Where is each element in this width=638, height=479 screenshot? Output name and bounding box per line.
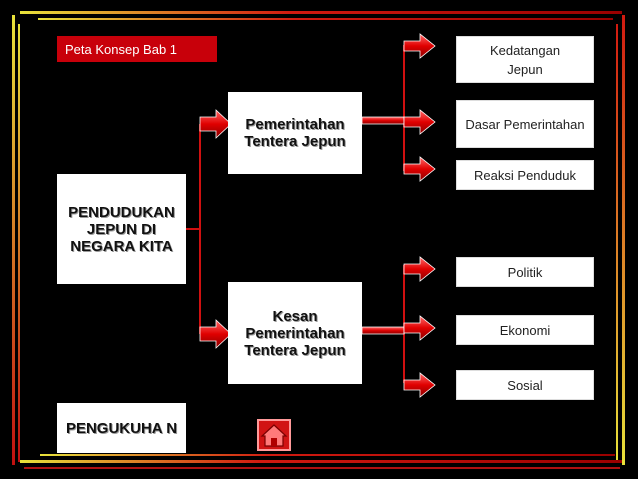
item-sosial	[456, 370, 594, 400]
home-icon	[259, 421, 289, 449]
arrow-to-item-reaksi	[404, 157, 435, 181]
branch-label-2: Kesan Pemerintahan Tentera Jepun	[244, 307, 346, 359]
item-ekonomi	[456, 315, 594, 345]
branch-box-2	[228, 282, 362, 384]
item-label: Ekonomi	[499, 322, 551, 338]
arrow-to-item-kedatangan	[404, 34, 435, 58]
item-reaksi-penduduk	[456, 160, 594, 190]
main-topic-label: PENDUDUKAN JEPUN DI NEGARA KITA	[68, 203, 175, 255]
arrow-branch-1-to-item-1	[362, 117, 404, 124]
item-label: Reaksi Penduduk	[474, 167, 576, 183]
arrow-to-item-dasar	[404, 110, 435, 134]
arrow-to-item-sosial	[404, 373, 435, 397]
home-button[interactable]	[257, 419, 291, 451]
item-kedatangan-jepun	[456, 36, 594, 83]
item-label: Dasar Pemerintahan	[465, 116, 585, 132]
slide-title: Peta Konsep Bab 1	[57, 36, 217, 62]
arrow-branch-2-to-items	[362, 327, 404, 334]
main-topic-box	[57, 174, 186, 284]
branch-box-1	[228, 92, 362, 174]
arrow-to-branch-2	[200, 320, 231, 348]
item-politik	[456, 257, 594, 287]
secondary-topic-label: PENGUKUHA N	[65, 419, 178, 437]
arrow-to-item-ekonomi	[404, 316, 435, 340]
item-label: Politik	[507, 264, 543, 280]
item-label: Kedatangan Jepun	[489, 42, 561, 77]
secondary-topic-box	[57, 403, 186, 453]
item-dasar-pemerintahan	[456, 100, 594, 148]
item-label: Sosial	[507, 377, 543, 393]
branch-label-1: Pemerintahan Tentera Jepun	[244, 116, 346, 150]
arrow-to-branch-1	[200, 110, 231, 138]
arrow-to-item-politik	[404, 257, 435, 281]
